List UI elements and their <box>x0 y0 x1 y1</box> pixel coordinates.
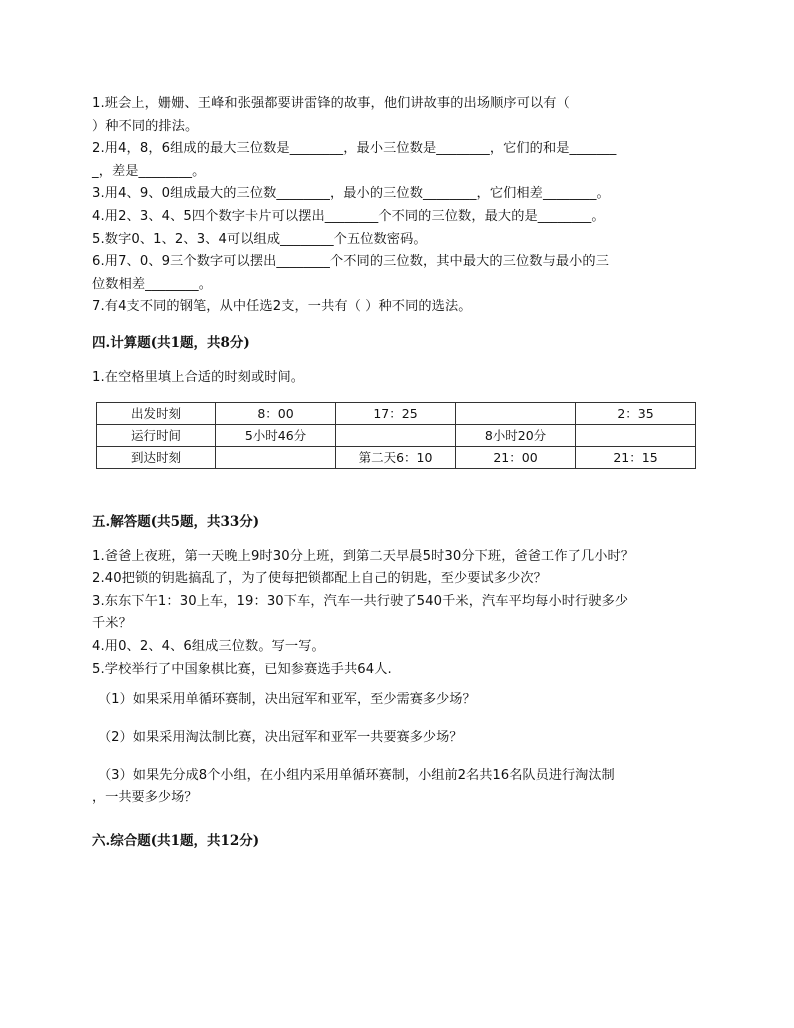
document-content <box>92 93 698 851</box>
section5-questions <box>92 546 698 682</box>
table-row-header: 运行时间 <box>97 424 216 446</box>
table-row <box>97 424 696 446</box>
question-line: 4.用0、2、4、6组成三位数。写一写。 <box>92 638 325 654</box>
table-cell: 8：00 <box>216 402 336 424</box>
table-cell <box>456 402 576 424</box>
question-line: 千米？ <box>92 616 132 632</box>
question-line: 6.用7、0、9三个数字可以摆出________个不同的三位数，其中最大的三位数与最小的三 <box>92 254 609 270</box>
question-line: 7.有4支不同的钢笔，从中任选2支，一共有（ ）种不同的选法。 <box>92 299 472 315</box>
question-line: 3.用4、9、0组成最大的三位数________，最小的三位数________，它们相差________。 <box>92 186 610 202</box>
table-row-header: 到达时刻 <box>97 446 216 468</box>
table-cell: 8小时20分 <box>456 424 576 446</box>
section4-heading: 四.计算题(共1题，共8分) <box>92 334 250 351</box>
table-cell: 21：00 <box>456 446 576 468</box>
table-cell: 17：25 <box>336 402 456 424</box>
table-row-header: 出发时刻 <box>97 402 216 424</box>
question-line: 2.用4，8，6组成的最大三位数是________，最小三位数是________，它们的和是_______ <box>92 141 617 157</box>
question-line: 5.学校举行了中国象棋比赛，已知参赛选手共64人. <box>92 661 392 677</box>
question-line: 5.数字0、1、2、3、4可以组成________个五位数密码。 <box>92 231 427 247</box>
table-cell <box>216 446 336 468</box>
question-line: 1.爸爸上夜班，第一天晚上9时30分上班，到第二天早晨5时30分下班，爸爸工作了几小时？ <box>92 548 635 564</box>
question-line: 2.40把锁的钥匙搞乱了，为了使每把锁都配上自己的钥匙，至少要试多少次？ <box>92 571 547 587</box>
table-cell: 第二天6：10 <box>336 446 456 468</box>
question-line: 位数相差________。 <box>92 276 212 292</box>
table-cell <box>576 424 696 446</box>
question-line: _，差是________。 <box>92 163 206 179</box>
section3-questions <box>92 93 698 319</box>
table-row <box>97 446 696 468</box>
section4-question: 1.在空格里填上合适的时刻或时间。 <box>92 369 305 385</box>
time-table <box>96 402 696 469</box>
section6-heading: 六.综合题(共1题，共12分) <box>92 833 260 850</box>
sub-question-1: （1）如果采用单循环赛制，决出冠军和亚军，至少需赛多少场？ <box>98 692 476 708</box>
question-line: 4.用2、3、4、5四个数字卡片可以摆出________个不同的三位数，最大的是________。 <box>92 208 605 224</box>
sub-question-2: （2）如果采用淘汰制比赛，决出冠军和亚军一共要赛多少场？ <box>98 730 463 746</box>
question-line: 1.班会上，姗姗、王峰和张强都要讲雷锋的故事，他们讲故事的出场顺序可以有（ <box>92 96 570 111</box>
section5-heading: 五.解答题(共5题，共33分) <box>92 513 260 530</box>
sub-question-3: （3）如果先分成8个小组，在小组内采用单循环赛制，小组前2名共16名队员进行淘汰制 <box>98 768 615 784</box>
table-cell: 2：35 <box>576 402 696 424</box>
table-cell: 21：15 <box>576 446 696 468</box>
table-cell <box>336 424 456 446</box>
question-line: 3.东东下午1：30上车，19：30下车，汽车一共行驶了540千米，汽车平均每小时行驶多少 <box>92 593 629 609</box>
sub-question-3-continued: ，一共要多少场？ <box>92 790 198 806</box>
question-line: ）种不同的排法。 <box>92 118 199 134</box>
table-cell: 5小时46分 <box>216 424 336 446</box>
table-row <box>97 402 696 424</box>
